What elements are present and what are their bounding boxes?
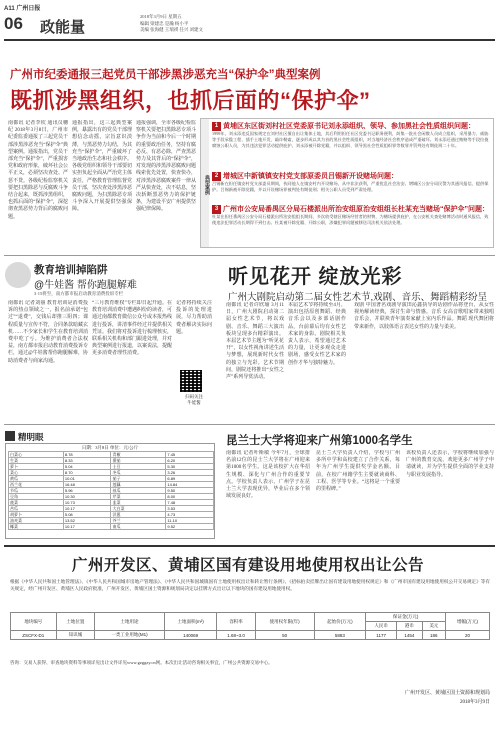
qr-caption: 扫码关注 牛娃酱 — [185, 394, 203, 405]
cell-plot-ratio: 1.68~3.0 — [217, 631, 255, 640]
cell-usd: 186 — [422, 631, 446, 640]
case-body: 杜某在担任番禺区公安分局石楼派出所治安组组长期间，多次收受辖区赌场经营者的财物，为赌场提供庇护，在公安机关查处赌博活动时通风报信，致使违法犯罪活动长期得不到打击。杜某被开除党籍、开除公职，涉嫌犯罪问题被移送司法机关依法处理。 — [212, 214, 489, 225]
lead-headline: 既抓涉黑组织，也抓后面的“保护伞” — [10, 88, 371, 113]
university-headline: 昆兰士大学将迎来广州第1000名学生 — [226, 435, 413, 447]
th-parcel-no: 地块编号 — [11, 613, 57, 631]
vegetable-name: 菜心 — [9, 470, 64, 476]
price-table-meta: 日期：3月8日 单位：元/公斤 — [81, 445, 139, 450]
cell-term: 50 — [255, 631, 314, 640]
vegetable-price: 10.17 — [63, 506, 111, 512]
lead-col-2: 通报指出，这三起典型案例，暴露出有的党员干部理想信念动摇，宗旨意识淡薄，与黑恶势力勾结，为其充当“保护伞”，严重破坏了当地政治生态和社会秩序。各级党组织和领导干部要切实担负起全面从严治党主体责任，严格教育管理监督党员干部，坚决查处涉黑涉恶腐败问题，为扫黑除恶专项斗争深入开展提供坚强保障。 — [72, 121, 132, 213]
vegetable-name: 油麦菜 — [9, 518, 64, 524]
education-col-3: 记者将持续关注投诉的处理进展，尽力帮助消费者解决实际问题。 — [176, 301, 212, 335]
vegetable-price: 5.04 — [63, 464, 111, 470]
vegetable-price: 8.70 — [63, 470, 111, 476]
land-notice-issuer: 广州开发区、黄埔区国土资源和规划局 — [404, 691, 490, 696]
ad-divider — [4, 545, 495, 547]
vegetable-price: 10.17 — [63, 524, 111, 530]
th-location: 土地位置 — [56, 613, 95, 631]
vegetable-name: 莲藕 — [111, 482, 166, 488]
vegetable-price: 5.96 — [63, 488, 111, 494]
land-parcel-table — [10, 612, 490, 640]
university-col-1: 南都讯 记者叶斯敏 今年7月，全球排名前12位的昆士兰大学将在广州迎来第1000名学生。这是该校扩大在华招生规模、深化与广州合作的重要节点。学校负责人表示，广州学子在昆士兰大学表现优异，毕业后在多个领域发展良好。 — [226, 451, 310, 500]
vegetable-price: 10.01 — [63, 476, 111, 482]
vegetable-name: 洋葱 — [111, 512, 166, 518]
th-area: 土地面积(m²) — [164, 613, 217, 631]
lead-col-3: 通报强调，全市各级纪检监察机关要把扫黑除恶专项斗争作为当前和今后一个时期的重要政治任务，坚持有腐必反、有恶必除，严查黑恶势力及其背后的“保护伞”，对发现的涉黑涉恶腐败问题线索优先处置，快查快办，对涉黑涉恶腐败案件一律从严从快查处，决不姑息，坚决斩断黑恶势力的保护链条，为建设平安广州提供坚强纪律保障。 — [136, 121, 196, 213]
vegetable-price: 11.10 — [166, 518, 214, 524]
case-title: 广州市公安局番禺区分局石楼派出所治安组原治安组组长杜某充当赌场“保护伞”问题： — [223, 206, 489, 213]
designers-line: 美编 张海健 王瑞祺 任兴 刘建文 — [140, 27, 203, 32]
vegetable-price: 6.20 — [166, 458, 214, 464]
vegetable-price: 5.08 — [63, 512, 111, 518]
cell-area: 140069 — [164, 631, 217, 640]
price-box-logo: 精明眼 — [18, 432, 44, 442]
vegetable-name: 节瓜 — [9, 488, 64, 494]
th-plot-ratio: 容积率 — [217, 613, 255, 631]
cell-parcel-no: ZSCFX-D1 — [11, 631, 57, 640]
table-row — [9, 524, 214, 530]
education-col-2: “三月教育维权”专栏即日起开通。在教育培训消费中遭遇纠纷的读者，可通过南都教育微信公众号或本报热线进行投诉，讲清事件经过并提供相关凭证。我们将对投诉进行梳理核实，联系相关机构和部门跟进处理，并对典型案例进行报道，以案说法，提醒更多消费者理性消费。 — [92, 301, 172, 357]
vegetable-name: 冬瓜 — [111, 470, 166, 476]
vegetable-price: 8.78 — [63, 452, 111, 458]
price-box-logo-icon — [5, 431, 15, 441]
case-title: 增城区中新镇镇安村党支部原委员吕锡新开设赌场问题： — [223, 173, 398, 180]
section-divider — [4, 255, 495, 256]
land-notice-headline: 广州开发区、黄埔区国有建设用地使用权出让公告 — [71, 557, 424, 574]
th-hkd: 港币 — [397, 622, 422, 631]
vegetable-name: 青椒 — [111, 452, 166, 458]
vegetable-price: 14.84 — [166, 482, 214, 488]
editors-line: 编辑 梁建忠 是瀚 杨小平 — [140, 20, 189, 26]
education-title: 教育培训掉陷阱 — [34, 264, 108, 276]
cell-use: 一类工业用地(M1) — [95, 631, 165, 640]
vegetable-name: 豆角 — [9, 494, 64, 500]
vegetable-price: 10.30 — [63, 494, 111, 500]
case-3 — [212, 205, 492, 238]
th-deposit: 保证金(万元) — [366, 613, 446, 622]
vegetable-name: 黄瓜 — [9, 476, 64, 482]
vegetable-name: 芹菜 — [111, 494, 166, 500]
vegetable-price: 9.52 — [166, 524, 214, 530]
cell-location: 知识城 — [56, 631, 95, 640]
th-usd: 美元 — [422, 622, 446, 631]
vegetable-price: 4.73 — [166, 512, 214, 518]
vegetable-name: 白菜心 — [9, 452, 64, 458]
education-col-1: 南都讯 记者刘丽 教育培训是消费投诉的热点领域之一，报名前承诺“包过”“退费”，交钱后却推三阻四；课程质量与宣传不符，合同条款暗藏玄机……不少家长和学生在教育培训消费中吃了亏。为维护消费者合法权益，南方都市报启动教育消费投诉专栏，通过@牛娃酱帮你跑腿解难，协助消费者与商家沟通。 — [8, 301, 88, 364]
cell-hkd: 1454 — [397, 631, 422, 640]
masthead-meta — [140, 14, 203, 34]
vegetable-name: 土豆 — [111, 464, 166, 470]
qr-code-icon[interactable] — [180, 370, 202, 392]
case-body: 1999年，刘永添违反国家规定在刘村社区擅自出让集体土地，其后利用担任社区党委书记职务便利，纠集一批社会闲散人员成立组织，采用暴力、威胁等手段承揽工程、插手土地开发、敲诈勒索，逐步形成以其为首的黑社会性质组织，对当地经济社会秩序造成严重破坏。刘永添还通过贿赂等手段拉拢腐蚀公职人员，为其违法犯罪活动提供庇护。刘永添被开除党籍，并以组织、领导黑社会性质组织罪等数罪并罚判处有期徒刑二十年。 — [212, 131, 489, 148]
education-kicker: 3·15将至，南方都市报启动教育消费投诉专栏 — [34, 291, 124, 296]
case-number: 3 — [212, 205, 221, 214]
vegetable-name: 椰菜 — [9, 524, 64, 530]
arts-col-2: 本届艺术节将持续至4月，演出包括原创舞蹈、经典音乐会以及多部话剧作品，台前幕后均有女性艺术家的身影。剧院相关负责人表示，希望通过艺术的力量，让更多观众走进剧场，感受女性艺术家的创作才华与独特魅力。 — [288, 303, 346, 366]
th-increment: 增幅(万元) — [446, 613, 490, 631]
vegetable-price: 16.48 — [63, 482, 111, 488]
table-row — [11, 631, 490, 640]
vegetable-price: 8.00 — [166, 494, 214, 500]
newspaper-logo: A11 广州日报 — [4, 6, 41, 12]
section-title: 政能量 — [40, 19, 86, 36]
vegetable-name: 生菜 — [9, 458, 64, 464]
cell-start-price: 5883 — [314, 631, 365, 640]
th-term: 使用权年限(年) — [255, 613, 314, 631]
vegetable-name: 茄子 — [111, 476, 166, 482]
case-title: 黄埔区东区街刘村社区党委原书记刘永添组织、领导、参加黑社会性质组织问题： — [223, 123, 475, 130]
vegetable-name: 南瓜 — [111, 524, 166, 530]
section-divider — [4, 424, 495, 425]
price-table-box — [5, 443, 215, 539]
case-number: 2 — [212, 172, 221, 181]
case-1 — [212, 122, 492, 167]
cell-increment: 20 — [446, 631, 490, 640]
vegetable-name: 萝卜 — [9, 464, 64, 470]
arts-headline: 听见花开 绽放光彩 — [228, 266, 403, 288]
masthead-rule — [4, 39, 495, 41]
vegetable-price: 10.73 — [63, 500, 111, 506]
lead-col-1: 南都讯 记者李钦 通讯员穗纪 2018年3月8日，广州市纪委监委通报了三起党员干部涉黑涉恶充当“保护伞”典型案例。通报指出，党员干部充当“保护伞”，严重损害党和政府形象，破坏社会公平正义，必须坚决查处、严惩不贷。各级纪检监察机关要把扫黑除恶与反腐败斗争结合起来，既抓涉黑组织，也抓后面的“保护伞”，深挖彻查黑恶势力背后的腐败问题。 — [8, 121, 68, 220]
case-number: 1 — [212, 122, 221, 131]
university-col-3: 该校负责人还表示，学校将继续加强与广州的教育交流，欢迎更多广州学子申请就读，并为学生提供全面的学业支持与职业发展指导。 — [406, 451, 494, 478]
case-2 — [212, 172, 492, 201]
education-badge-icon — [5, 262, 31, 288]
vegetable-price: 7.48 — [166, 500, 214, 506]
land-notice-note: 咨询：交易人获得、审查地块资料等事项详见出让文件详见www.gzggzy.cn网。本次出让活动咨询相关事宜，广州公共资源交易中心。 — [10, 660, 273, 665]
issue-date: 2018年3月9日 星期五 — [140, 14, 182, 19]
vegetable-name: 韭菜 — [111, 500, 166, 506]
th-use: 土地用途 — [95, 613, 165, 631]
vegetable-price: 9.50 — [166, 488, 214, 494]
cases-side-label: 典型案例 — [201, 119, 209, 247]
arts-subheadline: 广州大剧院启动第二届女性艺术节,戏剧、音乐、舞蹈精彩纷呈 — [228, 292, 488, 303]
case-body: 吕锡新在担任镇安村党支部委员期间，伙同他人在镇安村内开设赌场，从中非法获利，严重扰乱社会治安。增城区公安分局民警为其通风报信、提供保护。吕锡新被开除党籍，并以开设赌场罪被判处有期徒刑；相关公职人员受到严肃处理。 — [212, 181, 489, 192]
vegetable-price: 7.45 — [166, 452, 214, 458]
vegetable-price: 3.26 — [166, 470, 214, 476]
vegetable-name: 丝瓜 — [111, 488, 166, 494]
th-rmb: 人民币 — [366, 622, 397, 631]
vegetable-name: 番茄 — [111, 458, 166, 464]
land-notice-intro: 根据《中华人民共和国土地管理法》、《中华人民共和国城市房地产管理法》、《中华人民共和国城镇国有土地使用权出让和转让暂行条例》、《招标拍卖挂牌出让国有建设用地使用权规定》和《广州市国有建设用地使用权公开交易规定》等有关规定，经广州开发区、黄埔区人民政府批准，广州开发区、黄埔区国土资源和规划局决定以挂牌方式出让以下地块的国有建设用地使用权。 — [10, 579, 490, 591]
vegetable-price: 13.52 — [63, 518, 111, 524]
page-number: 06 — [4, 14, 23, 33]
vegetable-name: 大白菜 — [111, 506, 166, 512]
arts-col-3: 戏剧 中国著名戏剧导演田沁鑫执导的话剧作品将登台，从女性视角解读经典，探讨生命与情感。音乐 女高音歌唱家带来独唱音乐会，并联袂青年演奏家献上室内乐作品。舞蹈 现代舞团将带来新作，以肢体语言表达女性的力量与柔美。 — [354, 303, 494, 330]
vegetable-price: 3.53 — [166, 506, 214, 512]
price-table — [8, 451, 214, 530]
vegetable-name: 苦瓜 — [9, 506, 64, 512]
cell-rmb: 1177 — [366, 631, 397, 640]
land-notice-date: 2018年3月9日 — [459, 700, 490, 705]
vegetable-price: 6.89 — [166, 476, 214, 482]
university-col-2: 昆士兰大学负责人介绍，学校与广州多所中学和高校建立了合作关系，每年为广州学生提供奖学金名额。目前，在校广州籍学生主要就读商科、工程、医学等专业。“这将是一个重要的里程碑。” — [316, 451, 400, 493]
vegetable-name: 菠菜 — [9, 500, 64, 506]
vegetable-name: 芥兰 — [111, 518, 166, 524]
th-start-price: 起始价(万元) — [314, 613, 365, 631]
vegetable-price: 5.30 — [166, 464, 214, 470]
vegetable-name: 西兰花 — [9, 482, 64, 488]
arts-col-1: 南都讯 记者许欣瑜 3月11日，广州大剧院启动第二届女性艺术节，将以戏剧、音乐、舞蹈三大演出板块呈现多台精彩演出。本届艺术节主题为“听见花开”，以女性视角讲述生活与梦想，展现新时代女性的独立与光彩。艺术节期间，剧院还将推出“女性之声”系列导赏活动。 — [226, 303, 284, 381]
education-subtitle: @牛娃酱 帮你跑腿解难 — [34, 280, 137, 291]
vegetable-price: 8.33 — [63, 458, 111, 464]
vegetable-name: 胡萝卜 — [9, 512, 64, 518]
lead-overline: 广州市纪委通报三起党员干部涉黑涉恶充当“保护伞”典型案例 — [10, 69, 321, 81]
